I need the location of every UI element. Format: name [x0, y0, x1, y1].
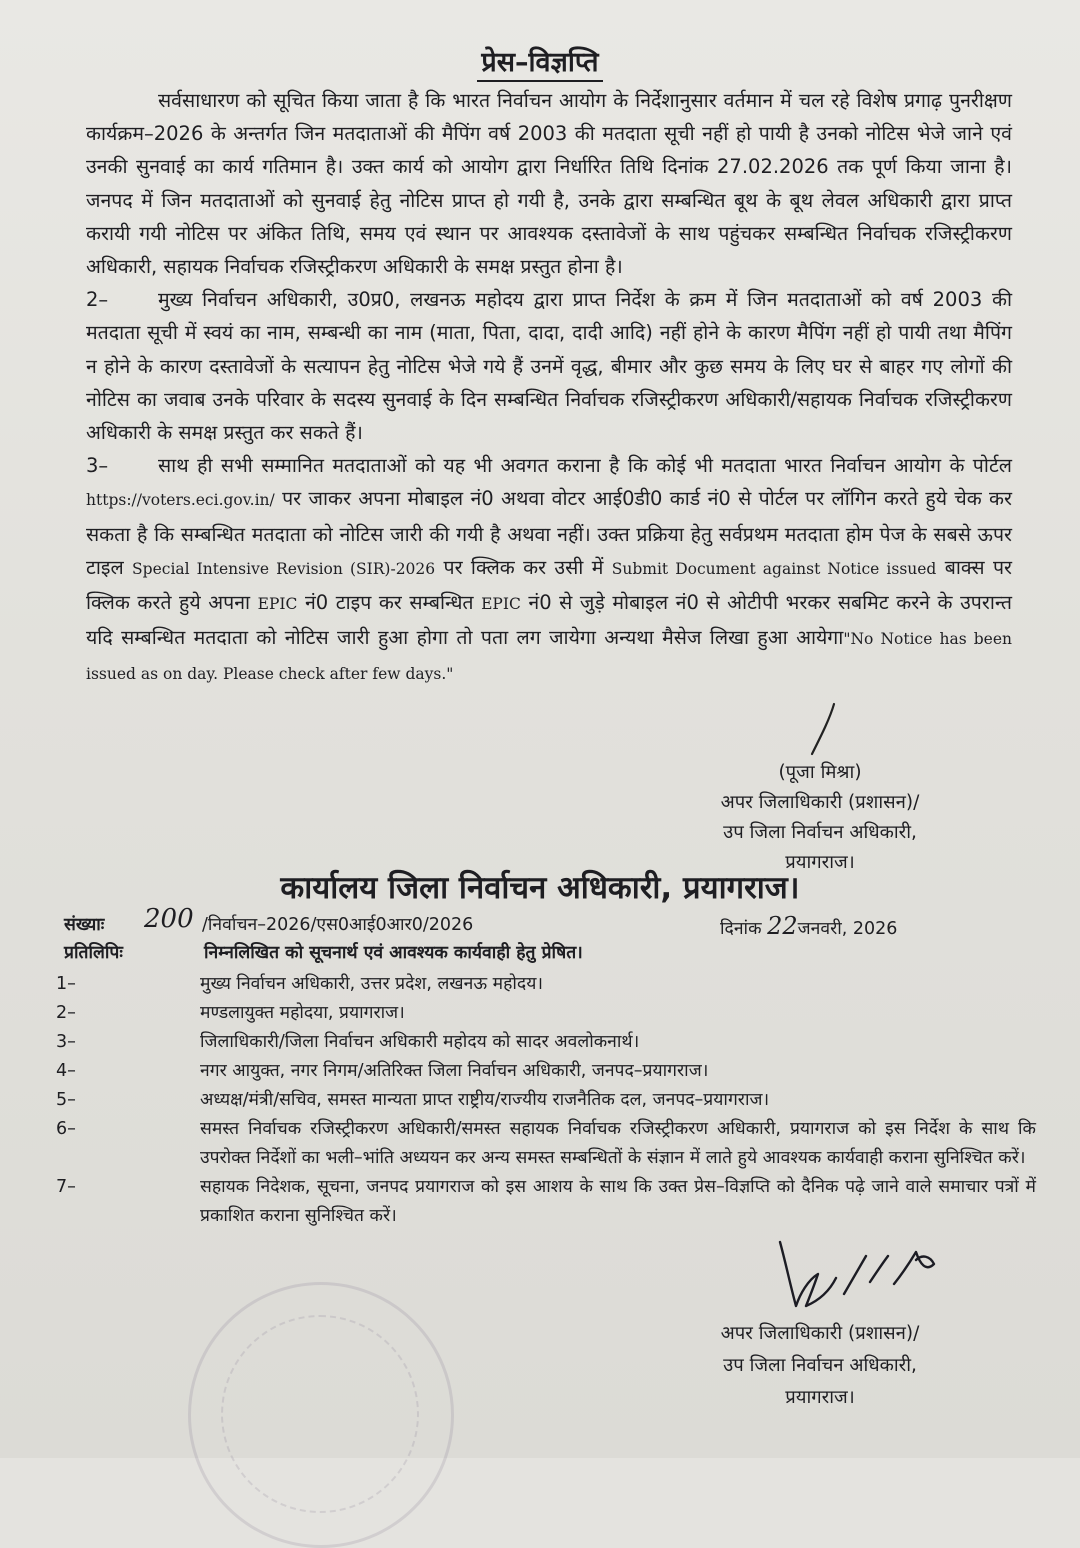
list-item: [56, 1028, 1036, 1057]
signatory-2-place: प्रयागराज।: [785, 1387, 855, 1408]
list-item-text: नगर आयुक्त, नगर निगम/अतिरिक्त जिला निर्वाचन अधिकारी, जनपद–प्रयागराज।: [200, 1061, 709, 1081]
signature-stroke-icon: [790, 700, 850, 760]
list-item-number: 6–: [56, 1119, 76, 1139]
paragraph-3: 3– साथ ही सभी सम्मानित मतदाताओं को यह भी अवगत कराना है कि कोई भी मतदाता भारत निर्वाचन आयोग के पोर्टल https://voters.eci.gov.in/ पर जाकर अपना मोबाइल नं0 अथवा वोटर आई0डी0 कार्ड नं0 से पोर्टल पर लॉगिन करते हुये चेक कर सकता है कि सम्बन्धित मतदाता को नोटिस जारी की गयी है अथवा नहीं। उक्त प्रक्रिया हेतु सर्वप्रथम मतदाता होम पेज के सबसे ऊपर टाइल Special Intensive Revision (SIR)-2026 पर क्लिक कर उसी में Submit Document against Notice issued बाक्स पर क्लिक करते हुये अपना EPIC नं0 टाइप कर सम्बन्धित EPIC नं0 से जुड़े मोबाइल नं0 से ओटीपी भरकर सबमिट करने के उपरान्त यदि सम्बन्धित मतदाता को नोटिस जारी हुआ होगा तो पता लग जायेगा अन्यथा मैसेज लिखा हुआ आयेगा"No Notice has been issued as on day. Please check after few days.": [86, 449, 1012, 691]
paragraph-1: सर्वसाधारण को सूचित किया जाता है कि भारत निर्वाचन आयोग के निर्देशानुसार वर्तमान में चल रहे विशेष प्रगाढ़ पुनरीक्षण कार्यक्रम–2026 के अन्तर्गत जिन मतदाताओं की मैपिंग वर्ष 2003 की मतदाता सूची नहीं हो पायी है उनको नोटिस भेजे जाने एवं उनकी सुनवाई का कार्य गतिमान है। उक्त कार्य को आयोग द्वारा निर्धारित तिथि दिनांक 27.02.2026 तक पूर्ण किया जाना है। जनपद में जिन मतदाताओं को सुनवाई हेतु नोटिस प्राप्त हो गयी है, उनके द्वारा सम्बन्धित बूथ के बूथ लेवल अधिकारी द्वारा प्राप्त करायी गयी नोटिस पर अंकित तिथि, समय एवं स्थान पर आवश्यक दस्तावेजों के साथ पहुंचकर सम्बन्धित निर्वाचक रजिस्ट्रीकरण अधिकारी, सहायक निर्वाचक रजिस्ट्रीकरण अधिकारी के समक्ष प्रस्तुत होना है।: [86, 89, 1012, 279]
list-item: [56, 999, 1036, 1028]
signatory-2-designation-1: अपर जिलाधिकारी (प्रशासन)/: [720, 1323, 920, 1344]
paragraph-2-text: मुख्य निर्वाचन अधिकारी, उ0प्र0, लखनऊ महोदय द्वारा प्राप्त निर्देश के क्रम में जिन मतदाताओं को वर्ष 2003 की मतदाता सूची में स्वयं का नाम, सम्बन्धी का नाम (माता, पिता, दादा, दादी आदि) नहीं होने के कारण मैपिंग नहीं हो पायी तथा मैपिंग न होने के कारण दस्तावेजों के सत्यापन हेतु नोटिस भेजे गये हैं उनमें वृद्ध, बीमार और कुछ समय के लिए घर से बाहर गए लोगों की नोटिस का जवाब उनके परिवार के सदस्य सुनवाई के दिन सम्बन्धित निर्वाचक रजिस्ट्रीकरण अधिकारी/सहायक निर्वाचक रजिस्ट्रीकरण अधिकारी के समक्ष प्रस्तुत कर सकते हैं।: [86, 288, 1012, 445]
copy-to-list: [56, 970, 1036, 1231]
handwritten-date-day: 22: [767, 912, 798, 940]
list-item-number: 5–: [56, 1090, 76, 1110]
office-seal-stamp: [188, 1282, 454, 1548]
list-item-text: मण्डलायुक्त महोदया, प्रयागराज।: [200, 1003, 405, 1023]
signatory-1-name: (पूजा मिश्रा): [778, 762, 862, 783]
list-item-text: समस्त निर्वाचक रजिस्ट्रीकरण अधिकारी/समस्त सहायक निर्वाचक रजिस्ट्रीकरण अधिकारी, प्रयागराज को इस निर्देश के साथ कि उपरोक्त निर्देशों का भली–भांति अध्ययन कर अन्य समस्त सम्बन्धितों के संज्ञान में लाते हुये आवश्यक कार्यवाही कराना सुनिश्चित करें।: [200, 1119, 1036, 1168]
list-item: [56, 1057, 1036, 1086]
list-item-text: सहायक निदेशक, सूचना, जनपद प्रयागराज को इस आशय के साथ कि उक्त प्रेस–विज्ञप्ति को दैनिक पढ़े जाने वाले समाचार पत्रों में प्रकाशित कराना सुनिश्चित करें।: [200, 1177, 1036, 1226]
press-release-body: [86, 84, 1012, 692]
list-item-text: जिलाधिकारी/जिला निर्वाचन अधिकारी महोदय को सादर अवलोकनार्थ।: [200, 1032, 640, 1052]
list-item-text: अध्यक्ष/मंत्री/सचिव, समस्त मान्यता प्राप्त राष्ट्रीय/राज्यीय राजनैतिक दल, जनपद–प्रयागराज।: [200, 1090, 770, 1110]
signatory-1: [700, 758, 940, 878]
signatory-2-designation-2: उप जिला निर्वाचन अधिकारी,: [723, 1355, 917, 1376]
portal-url: https://voters.eci.gov.in/: [86, 491, 275, 510]
office-title: कार्यालय जिला निर्वाचन अधिकारी, प्रयागराज।: [280, 870, 800, 906]
signatory-1-designation-1: अपर जिलाधिकारी (प्रशासन)/: [720, 792, 920, 813]
reference-number: /निर्वाचन–2026/एस0आई0आर0/2026: [202, 915, 474, 935]
reference-date: दिनांक 22जनवरी, 2026: [720, 912, 898, 940]
signatory-1-designation-2: उप जिला निर्वाचन अधिकारी,: [723, 822, 917, 843]
handwritten-reference-number: 200: [144, 904, 194, 934]
list-item-number: 2–: [56, 1003, 76, 1023]
list-item: [56, 1086, 1036, 1115]
copy-to-label: प्रतिलिपिः: [64, 943, 123, 963]
list-item-number: 3–: [56, 1032, 76, 1052]
submit-box-name: Submit Document against Notice issued: [611, 559, 937, 578]
copy-to-text: निम्नलिखित को सूचनार्थ एवं आवश्यक कार्यवाही हेतु प्रेषित।: [204, 943, 583, 963]
list-item-text: मुख्य निर्वाचन अधिकारी, उत्तर प्रदेश, लखनऊ महोदय।: [200, 974, 543, 994]
document-title: प्रेस–विज्ञप्ति: [0, 42, 1080, 79]
handwritten-signature-icon: [770, 1234, 940, 1324]
seal-inner-ring: [221, 1315, 419, 1513]
list-item: [56, 970, 1036, 999]
list-item-number: 7–: [56, 1177, 76, 1197]
reference-row: [64, 904, 1024, 940]
sir-tile-name: Special Intensive Revision (SIR)-2026: [132, 559, 436, 578]
signatory-2: [690, 1318, 950, 1414]
list-item: [56, 1115, 1036, 1173]
paragraph-2: [86, 283, 1012, 449]
list-item-number: 4–: [56, 1061, 76, 1081]
list-item: [56, 1173, 1036, 1231]
no-notice-message: "No Notice has been issued as on day. Please check after few days.": [86, 630, 1012, 684]
reference-label: संख्याः: [64, 915, 105, 935]
list-item-number: 1–: [56, 974, 76, 994]
signatory-1-place: प्रयागराज।: [785, 852, 855, 873]
paragraph-2-number: 2–: [86, 288, 109, 312]
paragraph-3-number: 3–: [86, 454, 109, 478]
